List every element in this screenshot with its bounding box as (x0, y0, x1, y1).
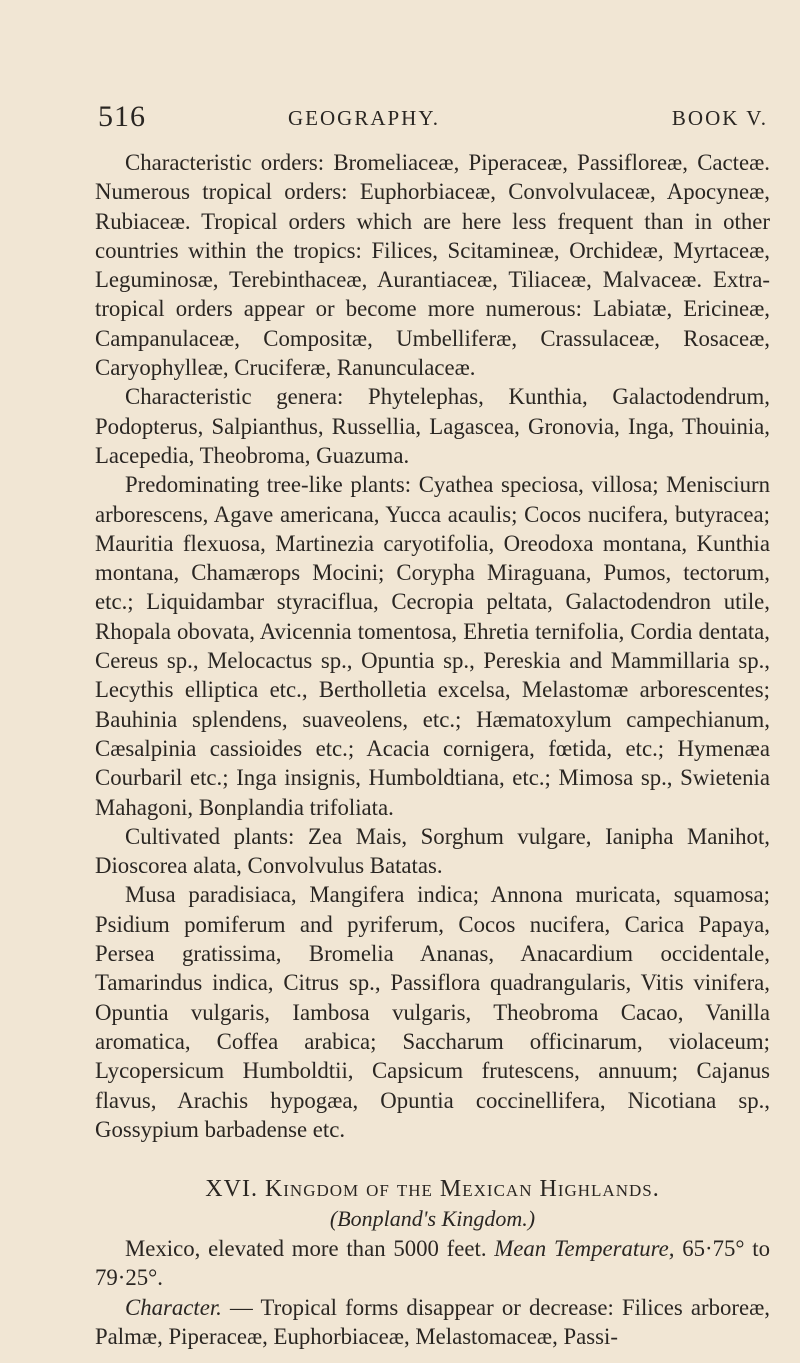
mexico-text: Mexico, elevated more than 5000 feet. (125, 1236, 487, 1262)
section-heading (95, 1174, 770, 1204)
paragraph-characteristic-genera: Characteristic genera: Phytelephas, Kunthia, Galactodendrum, Podopterus, Salpianthus, Russellia, Lagascea, Gronovia, Inga, Thouinia, Lacepedia, Theobroma, Guazuma. (95, 384, 770, 468)
paragraph-cultivated-plants: Cultivated plants: Zea Mais, Sorghum vulgare, Ianipha Manihot, Dioscorea alata, Convolvulus Batatas. (95, 823, 770, 879)
book-label: BOOK V. (671, 106, 768, 130)
page-header (98, 100, 768, 140)
paragraph-character (95, 1293, 770, 1352)
paragraph-mexico (95, 1234, 770, 1293)
character-label: Character. (125, 1294, 222, 1320)
mean-temperature-label: Mean Temperature, (494, 1236, 675, 1262)
paragraph-characteristic-orders: Characteristic orders: Bromeliaceæ, Piperaceæ, Passifloreæ, Cacteæ. Numerous tropical orders: Euphorbiaceæ, Convolvulaceæ, Apocyneæ, Rubiaceæ. Tropical orders which are here less frequent than in other countries within the tropics: Filices, Scitamineæ, Orchideæ, Myrtaceæ, Leguminosæ, Terebinthaceæ, Aurantiaceæ, Tiliaceæ, Malvaceæ. Extra-tropical orders appear or become more numerous: Labiatæ, Ericineæ, Campanulaceæ, Compositæ, Umbelliferæ, Crassulaceæ, Rosaceæ, Caryophylleæ, Cruciferæ, Ranunculaceæ. (95, 150, 770, 381)
paragraph-predominating-plants: Predominating tree-like plants: Cyathea speciosa, villosa; Menisciurn arborescens, Agave americana, Yucca acaulis; Cocos nucifera, butyracea; Mauritia flexuosa, Martinezia caryotifolia, Oreodoxa montana, Kunthia montana, Chamærops Mocini; Corypha Miraguana, Pumos, tectorum, etc.; Liquidambar styraciflua, Cecropia peltata, Galactodendron utile, Rhopala obovata, Avicennia tomentosa, Ehretia ternifolia, Cordia dentata, Cereus sp., Melocactus sp., Opuntia sp., Pereskia and Mammillaria sp., Lecythis elliptica etc., Bertholletia excelsa, Melastomæ arborescentes; Bauhinia splendens, suaveolens, etc.; Hæmatoxylum campechianum, Cæsalpinia cassioides etc.; Acacia cornigera, fœtida, etc.; Hymenæa Courbaril etc.; Inga insignis, Humboldtiana, etc.; Mimosa sp., Swietenia Mahagoni, Bonplandia trifoliata. (95, 472, 770, 820)
running-title: GEOGRAPHY. (288, 106, 441, 130)
section-number: XVI. (205, 1176, 258, 1203)
character-text: — Tropical forms disappear or decrease: Filices arboreæ, Palmæ, Piperaceæ, Euphorbiaceæ, Melastomaceæ, Passi- (95, 1294, 770, 1349)
paragraph-cultivated-fruits: Musa paradisiaca, Mangifera indica; Annona muricata, squamosa; Psidium pomiferum and pyriferum, Cocos nucifera, Carica Papaya, Persea gratissima, Bromelia Ananas, Anacardium occidentale, Tamarindus indica, Citrus sp., Passiflora quadrangularis, Vitis vinifera, Opuntia vulgaris, Iambosa vulgaris, Theobroma Cacao, Vanilla aromatica, Coffea arabica; Saccharum officinarum, violaceum; Lycopersicum Humboldtii, Capsicum frutescens, annuum; Cajanus flavus, Arachis hypogæa, Opuntia coccinellifera, Nicotiana sp., Gossypium barbadense etc. (95, 882, 770, 1142)
temperature-range: 65·75° to 79·25°. (95, 1236, 771, 1291)
body-text (95, 148, 770, 1351)
page-number: 516 (98, 100, 146, 133)
section-title: Kingdom of the Mexican Highlands. (264, 1176, 660, 1203)
section-subtitle: (Bonpland's Kingdom.) (329, 1206, 536, 1232)
